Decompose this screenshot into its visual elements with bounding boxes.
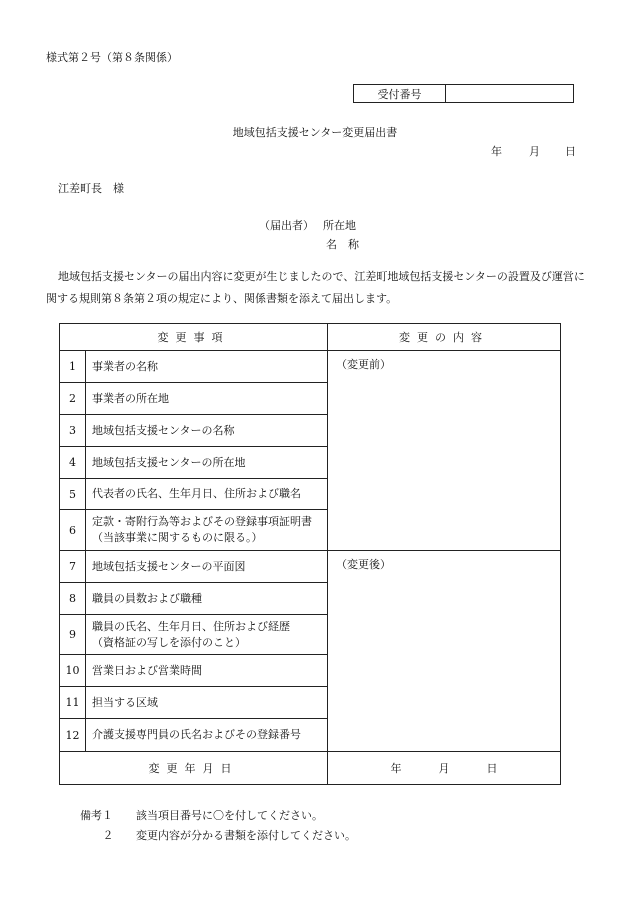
row-number: 10 (60, 655, 86, 687)
row-item: 担当する区域 (86, 687, 328, 719)
date-year-label: 年 (491, 145, 502, 158)
row-item: 営業日および営業時間 (86, 655, 328, 687)
after-change-cell[interactable] (328, 551, 561, 752)
before-change-label: （変更前） (336, 358, 391, 371)
before-change-cell[interactable] (328, 351, 561, 551)
header-change-contents: 変更の内容 (328, 324, 561, 351)
remarks-label: 備考１ (80, 809, 113, 822)
sender-address-label: 所在地 (323, 219, 356, 232)
date-day-label: 日 (565, 145, 576, 158)
remark-1: 該当項目番号に〇を付してください。 (136, 809, 323, 822)
row-number: 6 (60, 510, 86, 551)
change-date-field[interactable] (328, 752, 561, 785)
row-item-line2: （当該事業に関するものに限る。） (92, 531, 263, 544)
form-number: 様式第２号（第８条関係） (46, 51, 178, 64)
row-item: 事業者の所在地 (86, 383, 328, 415)
receipt-number-box (353, 84, 574, 103)
document-title: 地域包括支援センター変更届出書 (232, 126, 398, 139)
row-item: 地域包括支援センターの名称 (86, 415, 328, 447)
row-item-line1: 職員の氏名、生年月日、住所および経歴 (92, 619, 290, 633)
change-date-label: 変更年月日 (60, 752, 328, 785)
header-change-items: 変更事項 (60, 324, 328, 351)
submission-date (491, 143, 576, 159)
change-date-year: 年 (390, 762, 402, 775)
change-date-day: 日 (486, 762, 498, 775)
remarks (80, 806, 356, 846)
body-text: 地域包括支援センターの届出内容に変更が生じましたので、江差町地域包括支援センターの設置及び運営に関する規則第８条第２項の規定により、関係書類を添えて届出します。 (46, 270, 585, 305)
remark-2-number: ２ (102, 829, 114, 842)
receipt-number-field[interactable] (446, 85, 573, 102)
row-number: 9 (60, 615, 86, 655)
row-item-line1: 定款・寄附行為等およびその登録事項証明書 (92, 515, 312, 528)
addressee: 江差町長 様 (58, 182, 124, 195)
after-change-label: （変更後） (336, 558, 391, 571)
receipt-number-label: 受付番号 (354, 85, 446, 102)
row-item: 代表者の氏名、生年月日、住所および職名 (86, 479, 328, 510)
row-number: 8 (60, 583, 86, 615)
date-month-label: 月 (529, 145, 540, 158)
remark-2: 変更内容が分かる書類を添付してください。 (136, 829, 356, 842)
row-item (86, 615, 328, 655)
changes-table (59, 323, 561, 785)
row-number: 1 (60, 351, 86, 383)
sender-label: （届出者） (259, 219, 314, 232)
row-number: 4 (60, 447, 86, 479)
row-item-line2: （資格証の写しを添付のこと） (92, 635, 246, 649)
change-date-month: 月 (438, 762, 450, 775)
row-number: 3 (60, 415, 86, 447)
row-number: 11 (60, 687, 86, 719)
row-number: 5 (60, 479, 86, 510)
row-item: 事業者の名称 (86, 351, 328, 383)
sender-name-label: 名 称 (326, 238, 359, 251)
row-item: 地域包括支援センターの平面図 (86, 551, 328, 583)
row-item (86, 510, 328, 551)
row-item: 地域包括支援センターの所在地 (86, 447, 328, 479)
row-number: 2 (60, 383, 86, 415)
row-item: 介護支援専門員の氏名およびその登録番号 (86, 719, 328, 752)
row-number: 7 (60, 551, 86, 583)
row-item: 職員の員数および職種 (86, 583, 328, 615)
row-number: 12 (60, 719, 86, 752)
